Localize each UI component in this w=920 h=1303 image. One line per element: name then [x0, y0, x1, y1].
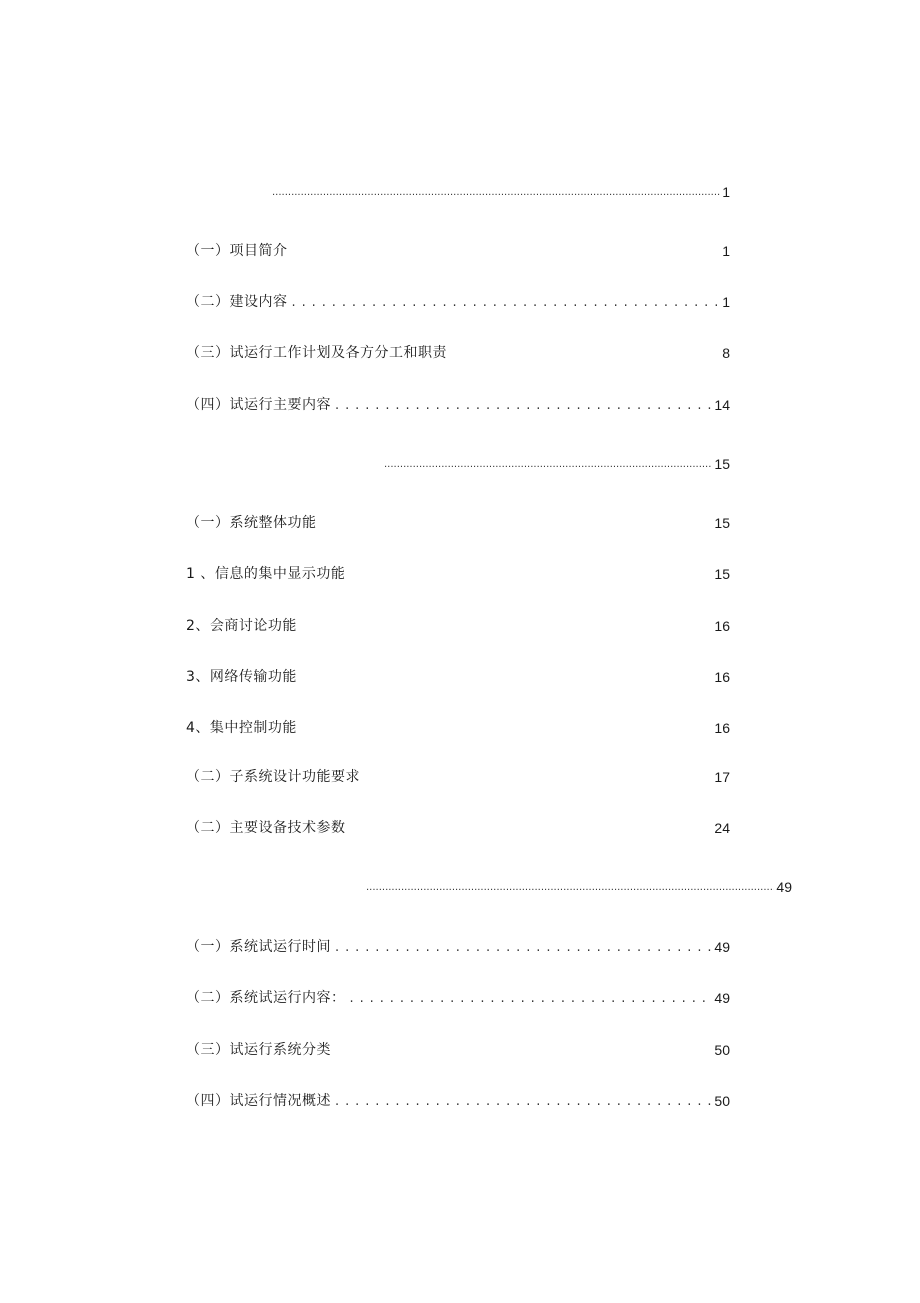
toc-page-number: 1 — [722, 184, 730, 200]
toc-entry[interactable] — [186, 767, 730, 787]
toc-page-number: 50 — [714, 1093, 730, 1109]
toc-page-number: 49 — [714, 990, 730, 1006]
toc-page-number: 8 — [722, 345, 730, 361]
toc-entry[interactable] — [186, 667, 730, 687]
toc-label: （三）试运行系统分类 — [186, 1042, 331, 1058]
toc-chapter-line[interactable] — [362, 877, 792, 897]
dot-leader — [272, 181, 720, 203]
toc-page-number: 24 — [714, 820, 730, 836]
toc-page-number: 1 — [722, 243, 730, 259]
toc-entry[interactable] — [186, 564, 730, 584]
dot-leader — [366, 876, 774, 898]
toc-page-number: 15 — [714, 456, 730, 472]
dot-leader — [292, 292, 721, 313]
toc-label: 4、集中控制功能 — [186, 720, 297, 736]
toc-page-number: 16 — [714, 618, 730, 634]
toc-page-number: 16 — [714, 720, 730, 736]
dot-leader — [350, 988, 713, 1009]
toc-page-number: 17 — [714, 769, 730, 785]
dot-leader — [335, 1091, 712, 1112]
dot-leader — [335, 937, 712, 958]
toc-page-number: 49 — [776, 879, 792, 895]
toc-entry[interactable] — [186, 395, 730, 415]
toc-chapter-line[interactable] — [268, 182, 730, 202]
toc-label: 2、会商讨论功能 — [186, 618, 297, 634]
toc-label: （四）试运行主要内容 — [186, 397, 331, 413]
toc-entry[interactable] — [186, 1091, 730, 1111]
dot-leader — [384, 453, 712, 475]
toc-entry[interactable] — [186, 1040, 730, 1060]
toc-entry[interactable] — [186, 241, 730, 261]
toc-label: （一）系统整体功能 — [186, 515, 317, 531]
dot-leader — [335, 395, 712, 416]
toc-label: （一）项目简介 — [186, 243, 288, 259]
toc-label: 3、网络传输功能 — [186, 669, 297, 685]
toc-page-number: 50 — [714, 1042, 730, 1058]
toc-page-number: 49 — [714, 939, 730, 955]
toc-entry[interactable] — [186, 343, 730, 363]
toc-label: （三）试运行工作计划及各方分工和职责 — [186, 345, 447, 361]
toc-entry[interactable] — [186, 988, 730, 1008]
toc-page-number: 14 — [714, 397, 730, 413]
toc-label: （二）建设内容 — [186, 294, 288, 310]
toc-entry[interactable] — [186, 616, 730, 636]
toc-entry[interactable] — [186, 292, 730, 312]
toc-label: （二）子系统设计功能要求 — [186, 769, 360, 785]
toc-page-number: 16 — [714, 669, 730, 685]
toc-label: （二）系统试运行内容： — [186, 990, 346, 1006]
toc-page-number: 15 — [714, 515, 730, 531]
toc-label: 1 、信息的集中显示功能 — [186, 566, 346, 582]
toc-entry[interactable] — [186, 513, 730, 533]
toc-page-number: 1 — [722, 294, 730, 310]
toc-entry[interactable] — [186, 937, 730, 957]
toc-chapter-line[interactable] — [380, 454, 730, 474]
toc-entry[interactable] — [186, 718, 730, 738]
toc-entry[interactable] — [186, 818, 730, 838]
toc-label: （四）试运行情况概述 — [186, 1093, 331, 1109]
toc-label: （一）系统试运行时间 — [186, 939, 331, 955]
toc-page-number: 15 — [714, 566, 730, 582]
toc-label: （二）主要设备技术参数 — [186, 820, 346, 836]
